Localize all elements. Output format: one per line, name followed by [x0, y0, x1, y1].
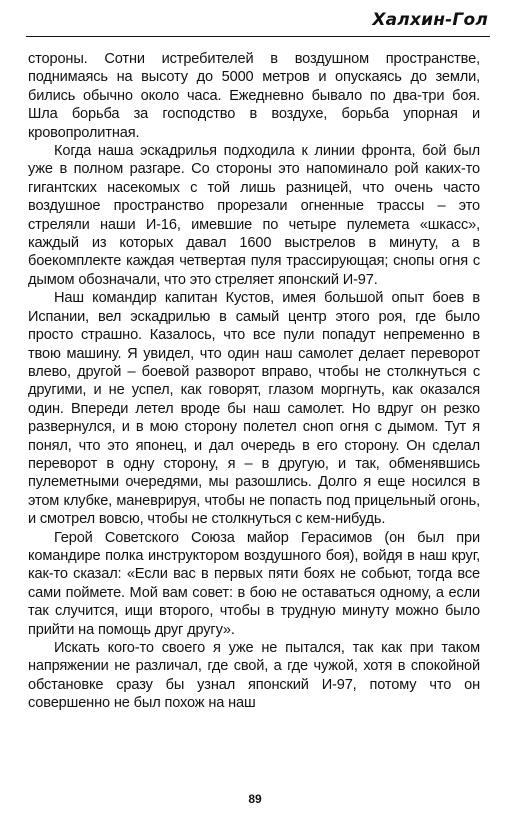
paragraph: Когда наша эскадрилья подходила к линии фронта, бой был уже в полном разгаре. Со стороны это напоминало рой каких-то гигантских насекомых с той лишь разницей, что очень часто воздушное пространство прорезали огненные трассы – это стреляли наши И-16, имевшие по четыре пулемета «шкасс», каждый из которых давал 1600 выстрелов в минуту, а в боекомплекте каждая четвертая пуля трассирующая; снопы огня с дымом обозначали, что это стреляет японский И-97.	[28, 143, 480, 288]
page-number: 89	[248, 792, 262, 806]
header-rule	[26, 36, 490, 37]
paragraph: стороны. Сотни истребителей в воздушном пространстве, поднимаясь на высоту до 5000 метров и опускаясь до земли, бились обычно около часа. Ежедневно бывало по два-три боя. Шла борьба за господство в воздухе, борьба упорная и кровопролитная.	[28, 51, 480, 141]
paragraph: Наш командир капитан Кустов, имея большой опыт боев в Испании, вел эскадрилью в самый центр этого роя, где было просто страшно. Казалось, что все пули попадут непременно в твою машину. Я увидел, что один наш самолет делает переворот влево, другой – боевой разворот вправо, чтобы не столкнуться с другими, и не успел, как говорят, глазом моргнуть, как оказался один. Впереди летел вроде бы наш самолет. Но вдруг он резко развернулся, и в мою сторону полетел сноп огня с дымом. Тут я понял, что это японец, и дал очередь в его сторону. Он сделал переворот в одну сторону, я – в другую, и так, обменявшись пулеметными очередями, мы разошлись. Долго я еще носился в этом клубке, маневрируя, чтобы не попасть под прицельный огонь, и смотрел вовсю, чтобы не столкнуться с кем-нибудь.	[28, 290, 480, 528]
running-title: Халхин-Гол	[372, 10, 488, 30]
paragraph: Герой Советского Союза майор Герасимов (он был при командире полка инструктором воздушного боя), войдя в наш круг, как-то сказал: «Если вас в первых пяти боях не собьют, тогда все сами поймете. Мой вам совет: в бою не оставаться одному, а если так случится, ищи второго, чтобы в трудную минуту можно было прийти на помощь друг другу».	[28, 529, 480, 638]
body-text	[28, 50, 480, 713]
page-header	[0, 0, 510, 46]
paragraph: Искать кого-то своего я уже не пытался, так как при таком напряжении не различал, где свой, а где чужой, хотя в спокойной обстановке сразу бы узнал японский И-97, потому что он совершенно не был похож на наш	[28, 640, 480, 712]
